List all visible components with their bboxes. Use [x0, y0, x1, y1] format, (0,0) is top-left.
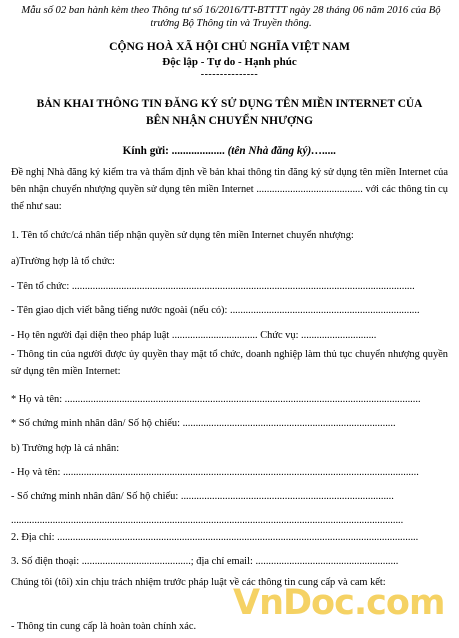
addressee: [0, 145, 459, 157]
document-title-line-1: BẢN KHAI THÔNG TIN ĐĂNG KÝ SỬ DỤNG TÊN MIỀN INTERNET CỦA: [36, 98, 423, 110]
national-title: CỘNG HOÀ XÃ HỘI CHỦ NGHĨA VIỆT NAM: [109, 40, 350, 53]
blank-field: .......................................................................................................................................................: [11, 515, 404, 526]
issuance-note: Mẫu số 02 ban hành kèm theo Thông tư số 16/2016/TT-BTTTT ngày 28 tháng 06 năm 2016 của Bộ trưởng Bộ Thông tin và Truyền thông.: [21, 5, 441, 29]
org-name-field: - Tên tổ chức: ....................................................................................................................................: [11, 281, 415, 292]
intro-paragraph: Đề nghị Nhà đăng ký kiểm tra và thẩm định về bản khai thông tin đăng ký sử dụng tên miền Internet của bên nhận chuyển nhượng quyền sử dụng tên miền Internet ......................................... với các thông tin cụ thể như sau:: [11, 167, 448, 212]
vndoc-watermark-logo: VnDoc.com: [233, 583, 445, 623]
address-field: 2. Địa chỉ: ...........................................................................................................................................: [11, 532, 419, 543]
commitment-paragraph: Chúng tôi (tôi) xin chịu trách nhiệm trước pháp luật về các thông tin cung cấp và cam kết:: [11, 577, 386, 588]
document-title: [0, 96, 459, 130]
person-id-field: - Số chứng minh nhân dân/ Số hộ chiếu: ..................................................................................: [11, 491, 394, 502]
person-name-field: - Họ và tên: .........................................................................................................................................: [11, 467, 419, 478]
phone-email-field: 3. Số điện thoại: ..........................................; địa chỉ email: .......................................................: [11, 556, 399, 567]
representative-field: - Họ tên người đại diện theo pháp luật ................................. Chức vụ: .............................: [11, 330, 377, 341]
section-1-heading: 1. Tên tổ chức/cá nhân tiếp nhận quyền sử dụng tên miền Internet chuyển nhượng:: [11, 230, 354, 241]
delegate-name-field: * Họ và tên: .........................................................................................................................................: [11, 394, 421, 405]
delegate-info: - Thông tin của người được ủy quyền thay mặt tổ chức, doanh nghiệp làm thủ tục chuyển nhượng quyền sử dụng tên miền Internet:: [11, 349, 448, 377]
national-motto: Độc lập - Tự do - Hạnh phúc: [162, 56, 297, 68]
delegate-id-field: * Số chứng minh nhân dân/ Số hộ chiếu: ..................................................................................: [11, 418, 396, 429]
trade-name-field: - Tên giao dịch viết bằng tiếng nước ngoài (nếu có): .........................................................................: [11, 305, 420, 316]
addressee-name: (tên Nhà đăng ký)….....: [227, 145, 337, 157]
addressee-label: Kính gửi: ...................: [122, 145, 225, 157]
section-1b-heading: b) Trường hợp là cá nhân:: [11, 443, 120, 454]
section-1a-heading: a)Trường hợp là tổ chức:: [11, 256, 115, 267]
header-divider: ---------------: [200, 69, 259, 80]
document-title-line-2: BÊN NHẬN CHUYỂN NHƯỢNG: [146, 115, 313, 127]
pledge-1: - Thông tin cung cấp là hoàn toàn chính xác.: [11, 621, 197, 632]
